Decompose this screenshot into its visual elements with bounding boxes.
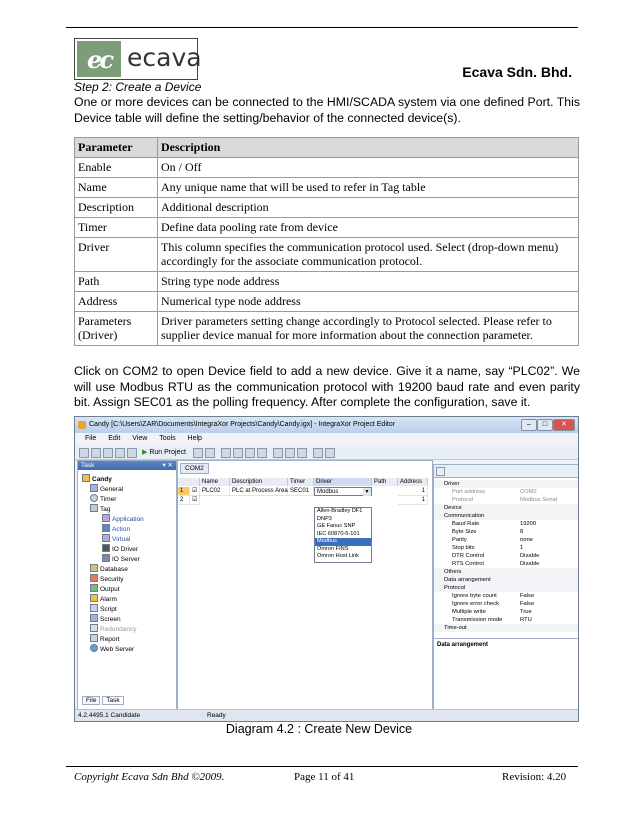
- table-row: [75, 178, 579, 198]
- script-icon: [90, 604, 98, 612]
- task-tree-panel: [77, 460, 177, 710]
- desc-cell: Driver parameters setting change accordingly to Protocol selected. Please refer to supplier device manual for more information about the connection parameter.: [158, 312, 579, 346]
- row-number[interactable]: 1: [178, 487, 190, 496]
- globe-icon: [90, 644, 98, 652]
- prop-row[interactable]: Transmission mode RTU: [452, 617, 532, 623]
- device-name-cell[interactable]: PLC02: [200, 487, 230, 496]
- prop-category[interactable]: Communication: [434, 512, 578, 520]
- dropdown-option[interactable]: GE Fanuc SNP: [317, 523, 356, 529]
- open-icon[interactable]: [91, 448, 101, 458]
- row-num-header: [178, 478, 200, 486]
- tree-item-script[interactable]: Script: [90, 604, 117, 613]
- tree-item-screen[interactable]: Screen: [90, 614, 121, 623]
- timer-icon: [90, 494, 98, 502]
- footer-copyright: Copyright Ecava Sdn Bhd ©2009.: [74, 771, 225, 783]
- ecava-logo: [74, 38, 202, 80]
- desc-cell: Any unique name that will be used to refer in Tag table: [158, 178, 579, 198]
- window-title: Candy [C:\Users\ZAR\Documents\IntegraXor Projects\Candy\Candy.igx] - IntegraXor Project Editor: [89, 421, 396, 428]
- instructions-paragraph: Click on COM2 to open Device field to add a new device. Give it a name, say “PLC02”. We will use Modbus RTU as the communication protocol with 19200 baud rate and even parity bit. Assign SEC01 as the polling frequency. After complete the configuration, save it.: [74, 364, 580, 410]
- prop-row[interactable]: Ignore error check False: [452, 601, 535, 607]
- param-cell: Description: [75, 198, 158, 218]
- tree-item-security[interactable]: Security: [90, 574, 123, 583]
- logo-word: ecava: [127, 43, 202, 72]
- sort-icon[interactable]: [436, 467, 445, 476]
- company-name: Ecava Sdn. Bhd.: [462, 64, 572, 80]
- tab-file[interactable]: File: [82, 696, 100, 705]
- column-header-parameter: Parameter: [75, 138, 158, 158]
- desc-cell: This column specifies the communication protocol used. Select (drop-down menu) accordingly for the associate communication protocol.: [158, 238, 579, 272]
- prop-row[interactable]: Multiple write True: [452, 609, 532, 615]
- device-address-cell[interactable]: 1: [398, 487, 428, 496]
- props-divider: [434, 638, 578, 639]
- logo-mark: ec: [77, 41, 121, 77]
- io-server-icon: [102, 554, 110, 562]
- prop-row[interactable]: Parity none: [452, 537, 533, 543]
- run-project-button[interactable]: ▶ Run Project: [142, 449, 186, 456]
- status-version: 4.2.4495.1 Candidate: [78, 712, 141, 719]
- copy-icon[interactable]: [233, 448, 243, 458]
- param-cell: Address: [75, 292, 158, 312]
- cut-icon[interactable]: [221, 448, 231, 458]
- driver-select[interactable]: Modbus ▾: [314, 487, 372, 496]
- window-titlebar: [75, 417, 578, 433]
- alarm-icon: [90, 594, 98, 602]
- enable-checkbox[interactable]: ☑: [190, 496, 200, 505]
- tree-item-timer[interactable]: Timer: [90, 494, 116, 503]
- tag-icon: [90, 504, 98, 512]
- tree-item-web-server[interactable]: Web Server: [90, 644, 134, 653]
- find-icon[interactable]: [127, 448, 137, 458]
- driver-dropdown-list: [314, 507, 372, 563]
- prop-row[interactable]: RTS Control Disable: [452, 561, 540, 567]
- dropdown-option[interactable]: IEC 60870-5-101: [317, 530, 360, 537]
- dropdown-option[interactable]: DNP3: [317, 515, 332, 522]
- menu-view[interactable]: View: [132, 435, 148, 442]
- save-icon[interactable]: [103, 448, 113, 458]
- prop-row[interactable]: DTR Control Disable: [452, 553, 540, 559]
- prop-row[interactable]: Port address COM2: [452, 489, 537, 495]
- table-header-row: [75, 138, 579, 158]
- close-icon[interactable]: ✕: [553, 419, 575, 431]
- table-row: [75, 158, 579, 178]
- device-timer-cell[interactable]: SEC01: [288, 487, 314, 496]
- menu-file[interactable]: File: [85, 435, 97, 442]
- chevron-down-icon[interactable]: ▾: [363, 488, 371, 496]
- project-icon: [82, 474, 90, 482]
- prop-row[interactable]: Ignore byte count False: [452, 593, 535, 599]
- row-number[interactable]: 2: [178, 496, 190, 505]
- device-description-cell[interactable]: PLC at Process Area: [232, 488, 288, 494]
- menu-edit[interactable]: Edit: [108, 435, 121, 442]
- param-cell: Parameters (Driver): [75, 312, 158, 346]
- properties-panel: [433, 477, 579, 710]
- prop-row[interactable]: Baud Rate 19200: [452, 521, 537, 527]
- tree-item-report[interactable]: Report: [90, 634, 120, 643]
- minimize-icon[interactable]: –: [521, 419, 537, 431]
- desc-cell: Additional description: [158, 198, 579, 218]
- tree-item-database[interactable]: Database: [90, 564, 128, 573]
- status-bar: [75, 709, 578, 722]
- tree-item-virtual[interactable]: Virtual: [102, 534, 130, 543]
- column-header-description[interactable]: Description: [230, 478, 288, 486]
- enable-checkbox[interactable]: ☑: [190, 487, 200, 496]
- device-grid: [177, 460, 433, 710]
- footer-page-number: Page 11 of 41: [294, 771, 355, 783]
- column-header-description: Description: [158, 138, 579, 158]
- prop-category[interactable]: Data arrangement: [434, 576, 578, 584]
- tab-com2[interactable]: COM2: [180, 463, 209, 474]
- table-row: [75, 272, 579, 292]
- tree-item-application[interactable]: Application: [102, 514, 144, 523]
- prop-category[interactable]: Device: [434, 504, 578, 512]
- desc-cell: Numerical type node address: [158, 292, 579, 312]
- param-cell: Driver: [75, 238, 158, 272]
- column-header-address[interactable]: Address: [398, 478, 428, 486]
- layout-icon[interactable]: [297, 448, 307, 458]
- editor-screenshot: [74, 416, 579, 722]
- menu-bar: [75, 433, 578, 445]
- app-icon: [78, 421, 86, 429]
- status-ready: Ready: [207, 712, 226, 719]
- desc-cell: Define data pooling rate from device: [158, 218, 579, 238]
- parameter-table: [74, 137, 579, 346]
- report-icon: [90, 634, 98, 642]
- param-cell: Timer: [75, 218, 158, 238]
- task-panel-header: Task ▾ ✕: [78, 461, 176, 470]
- help-icon[interactable]: [313, 448, 323, 458]
- info-icon[interactable]: [325, 448, 335, 458]
- prop-row[interactable]: Stop bits 1: [452, 545, 524, 551]
- tree-item-general[interactable]: General: [90, 484, 123, 493]
- save-all-icon[interactable]: [115, 448, 125, 458]
- table-row: [75, 312, 579, 346]
- param-cell: Enable: [75, 158, 158, 178]
- props-description-title: Data arrangement: [437, 642, 489, 648]
- tab-task[interactable]: Task: [102, 696, 123, 705]
- prop-category[interactable]: Time-out: [434, 624, 578, 632]
- prop-row[interactable]: Byte Size 8: [452, 529, 524, 535]
- tree-item-tag[interactable]: Tag: [90, 504, 110, 513]
- column-header-path[interactable]: Path: [372, 478, 398, 486]
- table-row: [75, 198, 579, 218]
- tree-item-redundancy[interactable]: Redundancy: [90, 624, 137, 633]
- grid-view-icon[interactable]: [273, 448, 283, 458]
- intro-paragraph: One or more devices can be connected to the HMI/SCADA system via one defined Port. This Device table will define the setting/behavior of the connected device(s).: [74, 95, 580, 125]
- application-icon: [102, 514, 110, 522]
- props-view-icon[interactable]: [285, 448, 295, 458]
- prop-category[interactable]: Protocol: [434, 584, 578, 592]
- undo-icon[interactable]: [193, 448, 203, 458]
- dropdown-option[interactable]: Omron Host Link: [317, 553, 359, 559]
- tree-item-action[interactable]: Action: [102, 524, 130, 533]
- device-address-cell[interactable]: 1: [398, 496, 428, 505]
- column-header-name[interactable]: Name: [200, 478, 230, 486]
- figure-caption: Diagram 4.2 : Create New Device: [225, 722, 413, 736]
- database-icon: [90, 564, 98, 572]
- maximize-icon[interactable]: □: [537, 419, 553, 431]
- menu-tools[interactable]: Tools: [159, 435, 176, 442]
- prop-category[interactable]: Others: [434, 568, 578, 576]
- redo-icon[interactable]: [205, 448, 215, 458]
- toolbar: [75, 445, 578, 460]
- play-icon: ▶: [142, 449, 148, 456]
- tree-item-io-server[interactable]: IO Server: [102, 554, 140, 563]
- param-cell: Name: [75, 178, 158, 198]
- dropdown-option[interactable]: Omron FINS: [317, 545, 349, 552]
- new-icon[interactable]: [79, 448, 89, 458]
- desc-cell: String type node address: [158, 272, 579, 292]
- tree-item-io-driver[interactable]: IO Driver: [102, 544, 138, 553]
- prop-category[interactable]: Driver: [434, 480, 578, 488]
- footer-revision: Revision: 4.20: [502, 771, 567, 783]
- table-row: [75, 292, 579, 312]
- props-toolbar: [433, 464, 579, 478]
- screen-icon: [90, 614, 98, 622]
- output-icon: [90, 584, 98, 592]
- paste-icon[interactable]: [245, 448, 255, 458]
- column-header-timer[interactable]: Timer: [288, 478, 314, 486]
- step-title: Step 2: Create a Device: [74, 80, 202, 94]
- dropdown-option[interactable]: Allen-Bradley DF1: [317, 508, 363, 514]
- pin-icon[interactable]: ▾ ✕: [162, 462, 173, 469]
- tree-item-output[interactable]: Output: [90, 584, 120, 593]
- table-row: [75, 238, 579, 272]
- footer-rule: [66, 766, 578, 767]
- tree-item-candy[interactable]: Candy: [82, 474, 112, 483]
- delete-icon[interactable]: [257, 448, 267, 458]
- security-icon: [90, 574, 98, 582]
- desc-cell: On / Off: [158, 158, 579, 178]
- action-icon: [102, 524, 110, 532]
- bottom-tabs: [82, 697, 124, 704]
- general-icon: [90, 484, 98, 492]
- menu-help[interactable]: Help: [187, 435, 202, 442]
- redundancy-icon: [90, 624, 98, 632]
- prop-row[interactable]: Protocol Modbus Serial: [452, 497, 558, 503]
- param-cell: Path: [75, 272, 158, 292]
- tree-item-alarm[interactable]: Alarm: [90, 594, 117, 603]
- virtual-icon: [102, 534, 110, 542]
- column-header-driver[interactable]: Driver: [314, 478, 372, 486]
- table-row: [75, 218, 579, 238]
- header-rule: [66, 27, 578, 28]
- dropdown-option-selected[interactable]: Modbus: [315, 538, 371, 546]
- io-driver-icon: [102, 544, 110, 552]
